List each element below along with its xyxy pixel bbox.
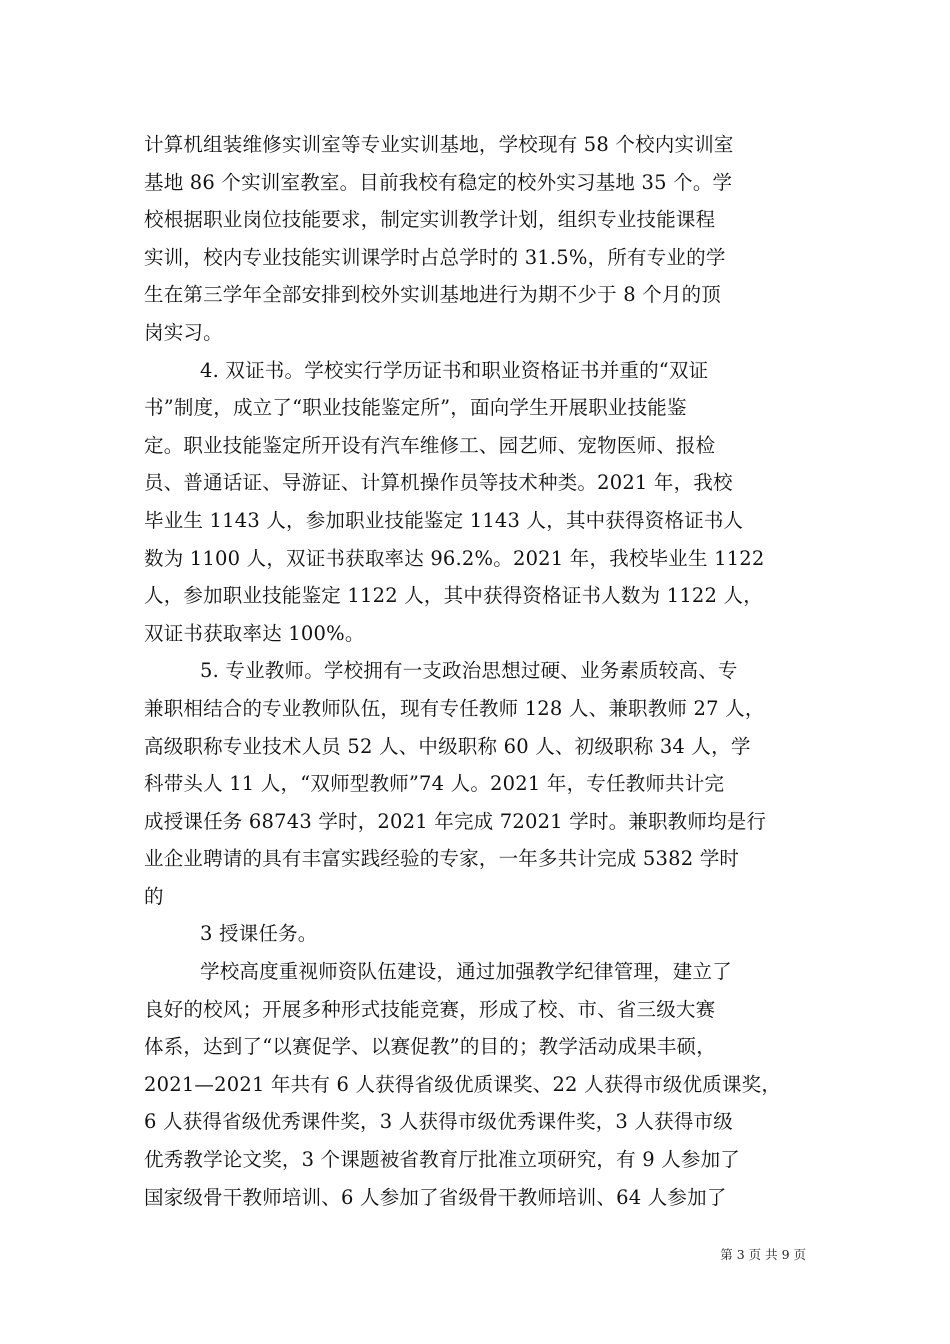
paragraph-teaching-tasks [144,915,812,953]
text-line: 基地 86 个实训室教室。目前我校有稳定的校外实习基地 35 个。学 [144,170,733,194]
text-line: 体系，达到了“以赛促学、以赛促教”的目的；教学活动成果丰硕， [144,1035,716,1059]
text-line: 员、普通话证、导游证、计算机操作员等技术种类。2021 年，我校 [144,471,733,495]
paragraph-dual-certificates [144,352,812,653]
text-line: 优秀教学论文奖，3 个课题被省教育厅批准立项研究，有 9 人参加了 [144,1148,741,1172]
text-line: 4. 双证书。学校实行学历证书和职业资格证书并重的“双证 [200,358,709,382]
text-line: 5. 专业教师。学校拥有一支政治思想过硬、业务素质较高、专 [200,659,738,683]
text-line: 人，参加职业技能鉴定 1122 人，其中获得资格证书人数为 1122 人， [144,584,763,608]
text-line: 国家级骨干教师培训、6 人参加了省级骨干教师培训、64 人参加了 [144,1185,727,1209]
text-line: 数为 1100 人，双证书获取率达 96.2%。2021 年，我校毕业生 1122 [144,546,765,570]
text-line: 2021—2021 年共有 6 人获得省级优质课奖、22 人获得市级优质课奖， [144,1072,782,1096]
text-line: 实训，校内专业技能实训课学时占总学时的 31.5%，所有专业的学 [144,245,726,269]
text-line: 岗实习。 [144,320,223,344]
text-line: 科带头人 11 人，“双师型教师”74 人。2021 年，专任教师共计完 [144,772,725,796]
text-line: 业企业聘请的具有丰富实践经验的专家，一年多共计完成 5382 学时 [144,847,740,871]
page-number: 第 3 页 共 9 页 [720,1247,806,1262]
text-line: 毕业生 1143 人，参加职业技能鉴定 1143 人，其中获得资格证书人 [144,508,744,532]
paragraph-faculty-building [144,953,812,1216]
text-line: 书”制度，成立了“职业技能鉴定所”，面向学生开展职业技能鉴 [144,396,687,420]
text-line: 3 授课任务。 [200,922,318,946]
text-line: 生在第三学年全部安排到校外实训基地进行为期不少于 8 个月的顶 [144,283,722,307]
paragraph-training-bases [144,126,812,352]
text-line: 6 人获得省级优秀课件奖，3 人获得市级优秀课件奖，3 人获得市级 [144,1110,733,1134]
paragraph-professional-teachers [144,652,812,915]
text-line: 学校高度重视师资队伍建设，通过加强教学纪律管理，建立了 [200,960,732,984]
text-line: 计算机组装维修实训室等专业实训基地，学校现有 58 个校内实训室 [144,133,734,156]
text-line: 高级职称专业技术人员 52 人、中级职称 60 人、初级职称 34 人，学 [144,734,751,758]
text-line: 校根据职业岗位技能要求，制定实训教学计划，组织专业技能课程 [144,208,716,232]
text-line: 定。职业技能鉴定所开设有汽车维修工、园艺师、宠物医师、报检 [144,433,716,457]
text-line: 的 [144,884,164,908]
document-body [144,126,812,1216]
text-line: 兼职相结合的专业教师队伍，现有专任教师 128 人、兼职教师 27 人， [144,696,765,720]
text-line: 良好的校风；开展多种形式技能竞赛，形成了校、市、省三级大赛 [144,997,716,1021]
text-line: 成授课任务 68743 学时，2021 年完成 72021 学时。兼职教师均是行 [144,809,767,833]
text-line: 双证书获取率达 100%。 [144,621,365,645]
